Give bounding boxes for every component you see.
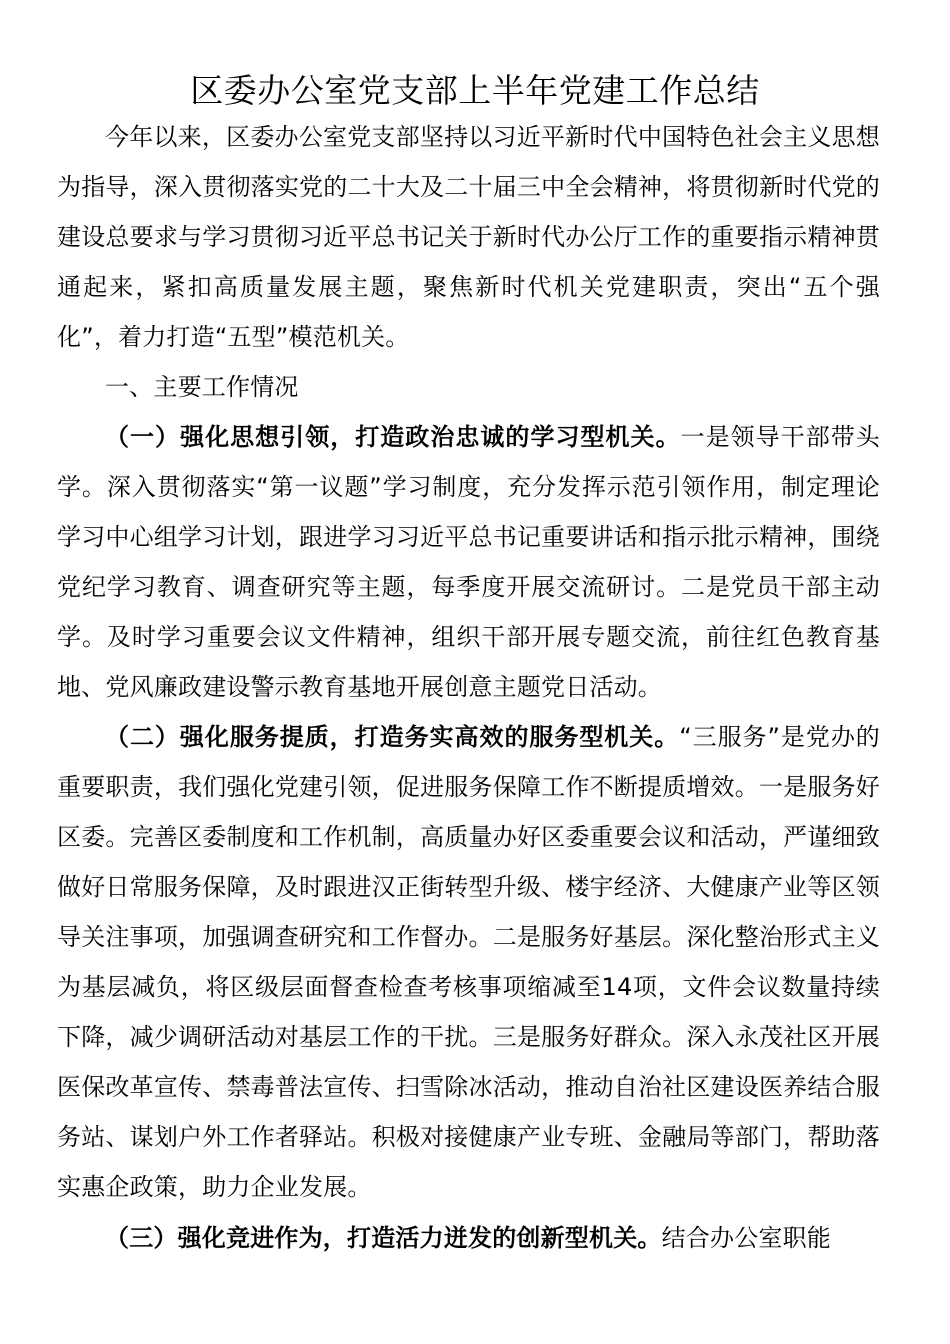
section-2-text: “三服务”是党办的重要职责，我们强化党建引领，促进服务保障工作不断提质增效。一是服务好区委。完善区委制度和工作机制，高质量办好区委重要会议和活动，严谨细致做好日常服务保障，及时跟进汉正街转型升级、楼宇经济、大健康产业等区领导关注事项，加强调查研究和工作督办。二是服务好基层。深化整治形式主义为基层减负，将区级层面督查检查考核事项缩减至14项，文件会议数量持续下降，减少调研活动对基层工作的干扰。三是服务好群众。深入永茂社区开展医保改革宣传、禁毒普法宣传、扫雪除冰活动，推动自治社区建设医养结合服务站、谋划户外工作者驿站。积极对接健康产业专班、金融局等部门，帮助落实惠企政策，助力企业发展。	[57, 723, 880, 1201]
section-1-lead: （一）强化思想引领，打造政治忠诚的学习型机关。	[105, 423, 681, 451]
section-heading: 一、主要工作情况	[105, 373, 299, 401]
section-3-lead: （三）强化竞进作为，打造活力迸发的创新型机关。	[105, 1224, 662, 1252]
document-body	[57, 112, 880, 1263]
document-title: 区委办公室党支部上半年党建工作总结	[190, 71, 760, 110]
section-paragraph-3	[57, 1213, 880, 1263]
intro-paragraph: 今年以来，区委办公室党支部坚持以习近平新时代中国特色社会主义思想为指导，深入贯彻落实党的二十大及二十届三中全会精神，将贯彻新时代党的建设总要求与学习贯彻习近平总书记关于新时代办公厅工作的重要指示精神贯通起来，紧扣高质量发展主题，聚焦新时代机关党建职责，突出“五个强化”，着力打造“五型”模范机关。	[57, 123, 880, 351]
section-paragraph-2	[57, 712, 880, 1212]
section-2-lead: （二）强化服务提质，打造务实高效的服务型机关。	[105, 723, 680, 751]
section-1-text: 一是领导干部带头学。深入贯彻落实“第一议题”学习制度，充分发挥示范引领作用，制定理论学习中心组学习计划，跟进学习习近平总书记重要讲话和指示批示精神，围绕党纪学习教育、调查研究等主题，每季度开展交流研讨。二是党员干部主动学。及时学习重要会议文件精神，组织干部开展专题交流，前往红色教育基地、党风廉政建设警示教育基地开展创意主题党日活动。	[57, 423, 880, 701]
section-3-text: 结合办公室职能	[661, 1224, 832, 1252]
section-paragraph-1	[57, 412, 880, 712]
